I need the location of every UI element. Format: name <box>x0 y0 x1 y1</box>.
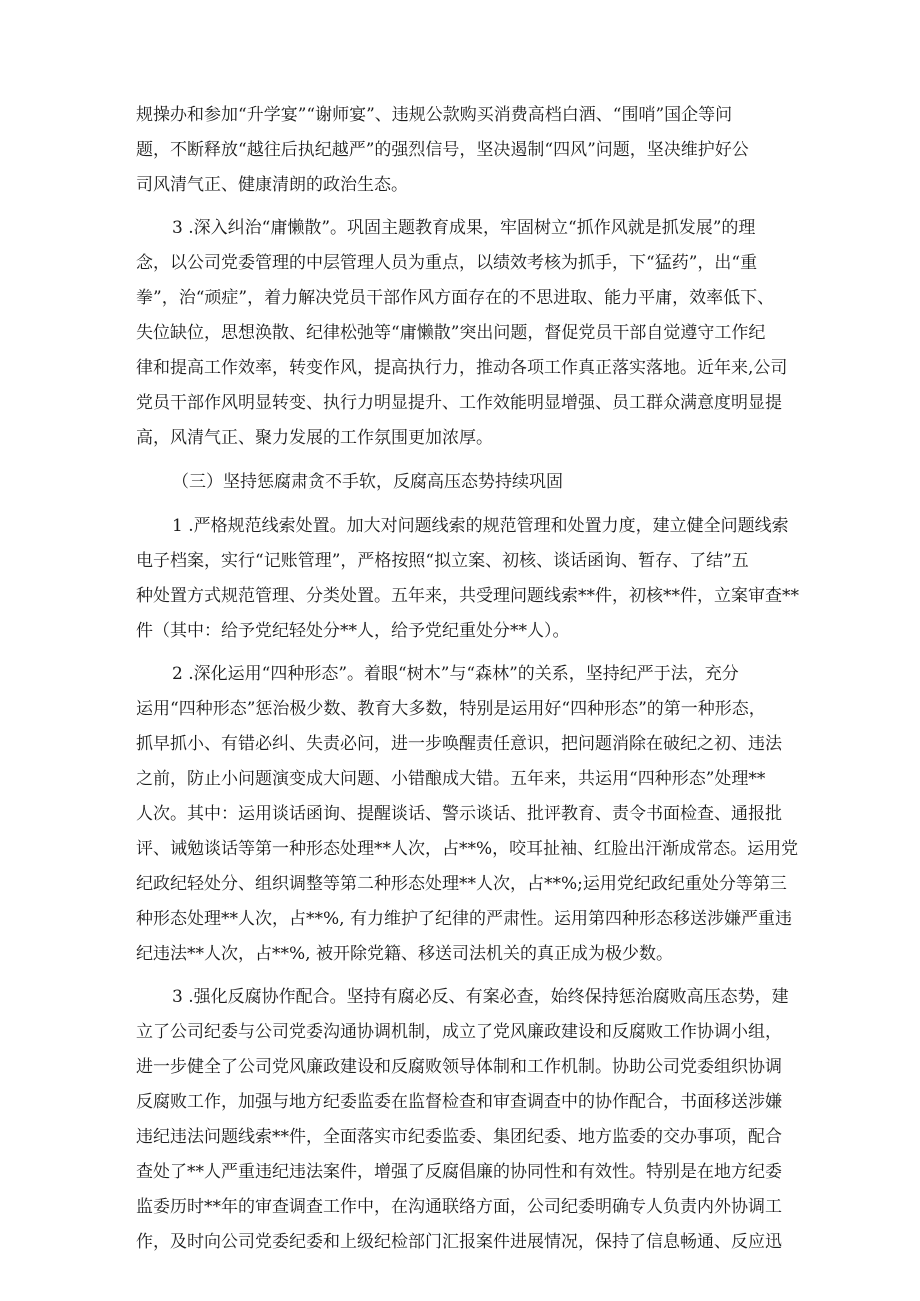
paragraph-line: 拳”，治“顽症”，着力解决党员干部作风方面存在的不思进取、能力平庸，效率低下、 <box>136 288 775 308</box>
paragraph-line: 规操办和参加“升学宴”“谢师宴”、违规公款购买消费高档白酒、“围哨”国企等问 <box>136 105 733 125</box>
paragraph-line: 人次。其中：运用谈话函询、提醒谈话、警示谈话、批评教育、责令书面检查、通报批 <box>136 804 782 824</box>
paragraph-line: 党员干部作风明显转变、执行力明显提升、工作效能明显增强、员工群众满意度明显提 <box>136 393 782 413</box>
paragraph-line: 纪违法**人次，占**%, 被开除党籍、移送司法机关的真正成为极少数。 <box>136 944 673 964</box>
section-heading: （三）坚持惩腐肃贪不手软，反腐高压态势持续巩固 <box>172 472 563 492</box>
paragraph-line: 运用“四种形态”惩治极少数、教育大多数，特别是运用好“四种形态”的第一种形态， <box>136 699 766 719</box>
paragraph-line: 立了公司纪委与公司党委沟通协调机制，成立了党风廉政建设和反腐败工作协调小组， <box>136 1022 782 1042</box>
paragraph-line: 司风清气正、健康清朗的政治生态。 <box>136 175 408 195</box>
paragraph-line: 违纪违法问题线索**件，全面落实市纪委监委、集团纪委、地方监委的交办事项，配合 <box>136 1127 782 1147</box>
paragraph-line: 2 .深化运用“四种形态”。着眼“树木”与“森林”的关系，坚持纪严于法，充分 <box>172 664 739 684</box>
paragraph-line: 1 .严格规范线索处置。加大对问题线索的规范管理和处置力度，建立健全问题线索 <box>172 516 789 536</box>
paragraph-line: 作，及时向公司党委纪委和上级纪检部门汇报案件进展情况，保持了信息畅通、反应迅 <box>136 1232 782 1252</box>
paragraph-line: 题，不断释放“越往后执纪越严”的强烈信号，坚决遏制“四风”问题，坚决维护好公 <box>136 140 749 160</box>
paragraph-line: 种形态处理**人次，占**%, 有力维护了纪律的严肃性。运用第四种形态移送涉嫌严重违 <box>136 909 792 929</box>
paragraph-line: 3 .深入纠治“庸懒散”。巩固主题教育成果，牢固树立“抓作风就是抓发展”的理 <box>172 218 756 238</box>
paragraph-line: 件（其中：给予党纪轻处分**人，给予党纪重处分**人）。 <box>136 621 570 641</box>
paragraph-line: 种处置方式规范管理、分类处置。五年来，共受理问题线索**件，初核**件，立案审查** <box>136 586 799 606</box>
paragraph-line: 评、诫勉谈话等第一种形态处理**人次，占**%，咬耳扯袖、红脸出汗渐成常态。运用党 <box>136 839 799 859</box>
paragraph-line: 纪政纪轻处分、组织调整等第二种形态处理**人次，占**%;运用党纪政纪重处分等第三 <box>136 874 787 894</box>
paragraph-line: 念，以公司党委管理的中层管理人员为重点，以绩效考核为抓手，下“猛药”，出“重 <box>136 253 758 273</box>
paragraph-line: 反腐败工作，加强与地方纪委监委在监督检查和审查调查中的协作配合，书面移送涉嫌 <box>136 1092 782 1112</box>
paragraph-line: 律和提高工作效率，转变作风，提高执行力，推动各项工作真正落实落地。近年来,公司 <box>136 358 788 378</box>
paragraph-line: 之前，防止小问题演变成大问题、小错酿成大错。五年来，共运用“四种形态”处理** <box>136 769 766 789</box>
paragraph-line: 失位缺位，思想涣散、纪律松弛等“庸懒散”突出问题，督促党员干部自觉遵守工作纪 <box>136 323 766 343</box>
paragraph-line: 电子档案，实行“记账管理”，严格按照“拟立案、初核、谈话函询、暂存、了结”五 <box>136 551 749 571</box>
paragraph-line: 高，风清气正、聚力发展的工作氛围更加浓厚。 <box>136 428 493 448</box>
paragraph-line: 抓早抓小、有错必纠、失责必问，进一步唤醒责任意识，把问题消除在破纪之初、违法 <box>136 734 782 754</box>
paragraph-line: 进一步健全了公司党风廉政建设和反腐败领导体制和工作机制。协助公司党委组织协调 <box>136 1057 782 1077</box>
paragraph-line: 查处了**人严重违纪违法案件，增强了反腐倡廉的协同性和有效性。特别是在地方纪委 <box>136 1162 782 1182</box>
paragraph-line: 监委历时**年的审查调查工作中，在沟通联络方面，公司纪委明确专人负责内外协调工 <box>136 1197 782 1217</box>
paragraph-line: 3 .强化反腐协作配合。坚持有腐必反、有案必查，始终保持惩治腐败高压态势，建 <box>172 987 789 1007</box>
